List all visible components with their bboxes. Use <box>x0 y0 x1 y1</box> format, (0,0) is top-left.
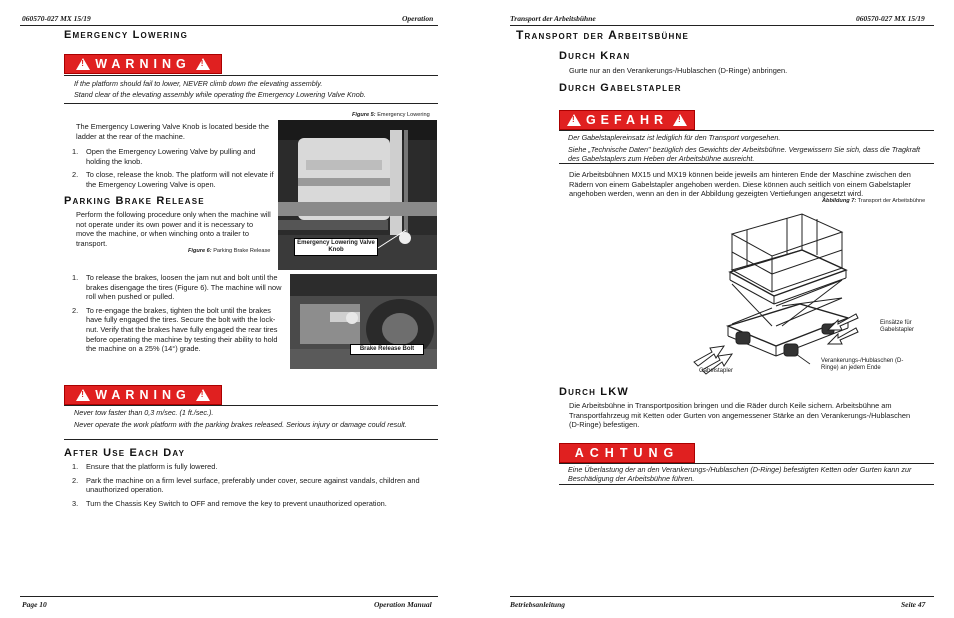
label-verankerung: Verankerungs-/Hublaschen (D-Ringe) an jedem Ende <box>821 358 904 371</box>
subsection-title-kran: Durch Kran <box>559 50 631 62</box>
warning-rule <box>64 75 438 76</box>
footer-manual-title: Betriebsanleitung <box>510 600 566 609</box>
danger-label: GEFAHR <box>585 113 669 127</box>
warning-rule <box>64 103 438 104</box>
warning-triangle-icon: ! <box>196 58 210 70</box>
emergency-paragraph: The Emergency Lowering Valve Knob is located beside the ladder at the rear of the machine. <box>76 122 269 141</box>
footer-rule <box>510 596 934 597</box>
danger-rule <box>559 130 934 131</box>
list-item: 2. Park the machine on a firm level surface, preferably under cover, secure against vandals, children and unauthorized operation. <box>72 475 420 495</box>
figure-6-caption: Figure 6: Parking Brake Release <box>188 248 271 254</box>
parking-paragraph: Perform the following procedure only when the machine will not operate under its own power and it is necessary to move the machine, or when winching onto a trailer to transport. <box>76 210 271 248</box>
header-doc-number: 060570-027 MX 15/19 <box>856 14 925 23</box>
scissor-lift-illustration <box>692 206 862 378</box>
callout-valve-knob: Emergency Lowering Valve Knob <box>294 238 378 256</box>
list-item: 1. To release the brakes, loosen the jam nut and bolt until the brakes disengage the tires (Figure 6). The machine will now roll when pushed or pulled. <box>72 273 282 302</box>
label-gabelstapler: Gabelstapler <box>699 368 734 374</box>
warning-triangle-icon: ! <box>76 58 90 70</box>
footer-rule <box>20 596 438 597</box>
caution-text: Eine Überlastung der an den Verankerungs-/Hublaschen (D-Ringe) befestigten Ketten oder Gurten kann zur Beschädigung der Arbeitsbühne führen. <box>568 465 912 484</box>
footer-manual-title: Operation Manual <box>374 600 432 609</box>
header-doc-number: 060570-027 MX 15/19 <box>22 14 91 23</box>
warning-banner-2 <box>64 385 222 405</box>
footer-page-number: Seite 47 <box>901 600 926 609</box>
warning-banner-1 <box>64 54 222 74</box>
kran-text: Gurte nur an den Verankerungs-/Hublaschen (D-Ringe) anbringen. <box>569 66 788 75</box>
warning-rule <box>64 439 438 440</box>
warning-rule <box>64 405 438 406</box>
gabelstapler-paragraph: Die Arbeitsbühnen MX15 und MX19 können beide jeweils am hinteren Ende der Maschine zwischen den Rädern von einem Gabelstapler angehoben werden. Diese können auch seitlich von einem Gabelstapler angehoben werden, wenn an den in der Abbildung gezeigten Vertiefungen angesetzt wird. <box>569 170 911 199</box>
figure-7-caption: Abbildung 7: Transport der Arbeitsbühne <box>822 198 926 204</box>
caution-rule <box>559 484 934 485</box>
danger-rule <box>559 163 934 164</box>
caution-banner <box>559 443 695 463</box>
right-page <box>477 0 954 618</box>
danger-banner <box>559 110 695 130</box>
warning-label: WARNING <box>95 388 191 402</box>
header-rule <box>510 25 934 26</box>
lkw-paragraph: Die Arbeitsbühne in Transportposition bringen und die Räder durch Keile sichern. Arbeitsbühne am Transportfahrzeug mit Ketten oder Gurten von angemessener Stärke an den Verankerungs-/Hublaschen (D-Ringe) befestigen. <box>569 401 911 430</box>
warning-triangle-icon: ! <box>196 389 210 401</box>
warning1-line-2: Stand clear of the elevating assembly while operating the Emergency Lowering Valve Knob. <box>74 90 366 99</box>
warning-triangle-icon: ! <box>76 389 90 401</box>
warning2-line-2: Never operate the work platform with the parking brakes released. Serious injury or damage could result. <box>74 420 407 429</box>
list-item: 1. Open the Emergency Lowering Valve by pulling and holding the knob. <box>72 147 256 166</box>
warning-label: WARNING <box>95 57 191 71</box>
figure-5-caption: Figure 5: Emergency Lowering <box>352 112 430 118</box>
list-item: 1. Ensure that the platform is fully lowered. <box>72 462 218 471</box>
warning2-line-1: Never tow faster than 0,3 m/sec. (1 ft./sec.). <box>74 408 214 417</box>
section-title-transport: Transport der Arbeitsbühne <box>516 28 689 42</box>
subsection-title-gabelstapler: Durch Gabelstapler <box>559 82 682 94</box>
list-item: 2. To close, release the knob. The platform will not elevate if the Emergency Lowering Valve is open. <box>72 170 274 189</box>
footer-page-number: Page 10 <box>22 600 47 609</box>
warning-triangle-icon: ! <box>673 114 687 126</box>
header-section: Operation <box>402 14 434 23</box>
section-title-after-use: After Use Each Day <box>64 447 186 459</box>
list-item: 2. To re-engage the brakes, tighten the bolt until the brakes have fully engaged the tires. Secure the bolt with the lock-nut. Verify that the brakes have fully engaged the rear tires before operating the machine by testing their ability to hold the machine on a 25% (14°) grade. <box>72 305 278 354</box>
emergency-steps <box>72 147 276 193</box>
subsection-title-lkw: Durch LKW <box>559 386 629 398</box>
danger-line-1: Der Gabelstaplereinsatz ist lediglich für den Transport vorgesehen. <box>568 133 781 142</box>
danger-line-2: Siehe „Technische Daten" bezüglich des Gewichts der Arbeitsbühne. Vergewissern Sie sich, dass die Tragkraft des Gabelstaplers zum Heben der Arbeitsbühne ausreicht. <box>568 145 920 164</box>
header-rule <box>20 25 438 26</box>
warning1-line-1: If the platform should fail to lower, NEVER climb down the elevating assembly. <box>74 79 323 88</box>
caution-label: ACHTUNG <box>574 446 680 460</box>
header-section: Transport der Arbeitsbühne <box>510 14 596 23</box>
list-item: 3. Turn the Chassis Key Switch to OFF and remove the key to prevent unauthorized operation. <box>72 498 387 508</box>
parking-steps <box>72 273 286 358</box>
callout-brake-release-bolt: Brake Release Bolt <box>350 344 424 355</box>
section-title-parking-brake: Parking Brake Release <box>64 195 205 207</box>
caution-rule <box>559 463 934 464</box>
label-einsaetze: Einsätze für Gabelstapler <box>880 320 915 333</box>
section-title-emergency-lowering: Emergency Lowering <box>64 29 189 41</box>
warning-triangle-icon: ! <box>567 114 581 126</box>
after-use-steps <box>72 462 438 512</box>
